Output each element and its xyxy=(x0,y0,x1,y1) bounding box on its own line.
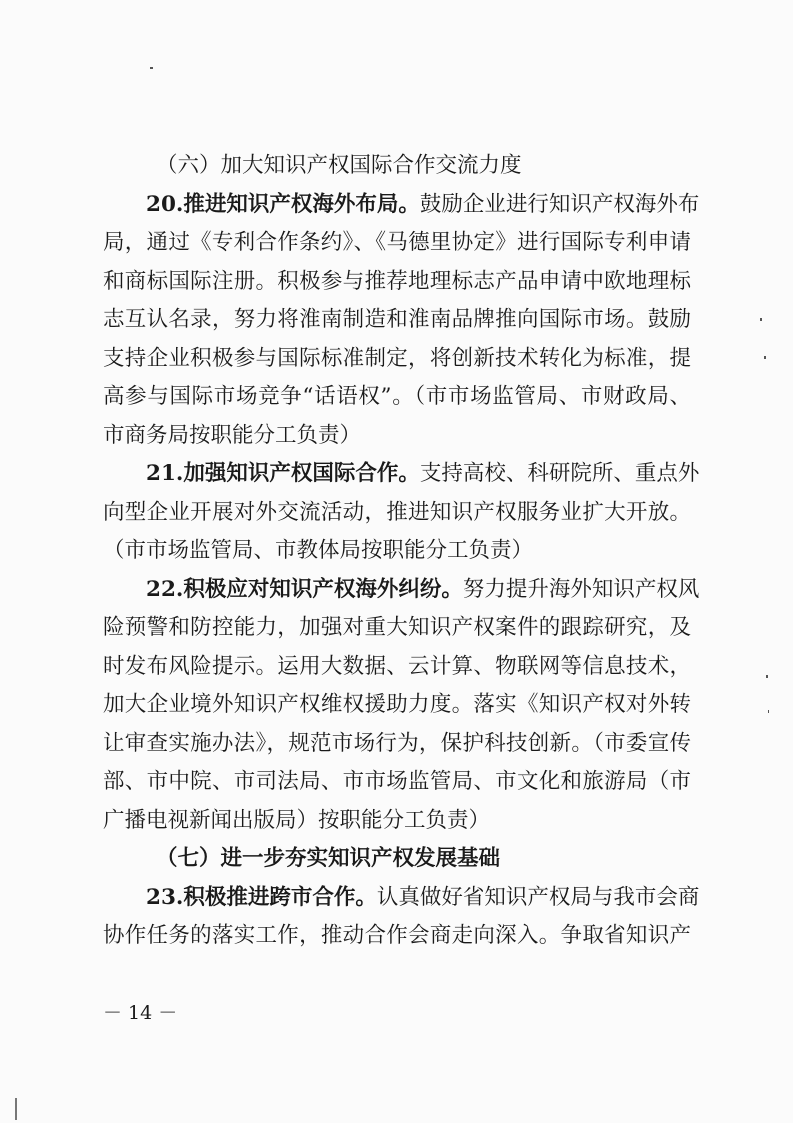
paragraph-line: 部、市中院、市司法局、市市场监管局、市文化和旅游局（市 xyxy=(103,769,691,794)
paragraph-line: 让审查实施办法》，规范市场行为，保护科技创新。（市委宣传 xyxy=(103,730,691,756)
item-21-title: 21.加强知识产权国际合作。 xyxy=(146,461,420,486)
heading-text: （七）进一步夯实知识产权发展基础 xyxy=(156,846,501,871)
item-20-text: 鼓励企业进行知识产权海外布 xyxy=(419,191,700,217)
heading-text: （六）加大知识产权国际合作交流力度 xyxy=(156,153,522,178)
paragraph-line: （市市场监管局、市教体局按职能分工负责） xyxy=(103,538,534,563)
paragraph-line: 支持企业积极参与国际标准制定，将创新技术转化为标准，提 xyxy=(103,345,691,371)
paragraph-line xyxy=(103,455,700,494)
item-22-text: 努力提升海外知识产权风 xyxy=(462,576,700,602)
paragraph-line: 协作任务的落实工作，推动合作会商走向深入。争取省知识产 xyxy=(103,923,691,948)
paragraph-line: 险预警和防控能力，加强对重大知识产权案件的跟踪研究，及 xyxy=(103,615,691,640)
paragraph-line: 市商务局按职能分工负责） xyxy=(103,422,362,448)
scan-speck xyxy=(766,675,768,678)
item-21-text: 支持高校、科研院所、重点外 xyxy=(419,461,700,486)
paragraph-line: 局，通过《专利合作条约》、《马德里协定》进行国际专利申请 xyxy=(103,230,691,255)
paragraph-line xyxy=(103,879,700,918)
scan-speck xyxy=(150,67,153,69)
paragraph-line: 时发布风险提示。运用大数据、云计算、物联网等信息技术， xyxy=(103,653,691,679)
section-heading-6 xyxy=(103,147,691,186)
item-23-title: 23.积极推进跨市合作。 xyxy=(146,884,377,910)
paragraph-line: 加大企业境外知识产权维权援助力度。落实《知识产权对外转 xyxy=(103,692,691,717)
item-20-title: 20.推进知识产权海外布局。 xyxy=(146,191,420,217)
item-23-text: 认真做好省知识产权局与我市会商 xyxy=(376,884,700,910)
section-heading-7 xyxy=(103,840,691,879)
document-body xyxy=(103,147,700,956)
paragraph-line xyxy=(103,186,700,225)
paragraph-line: 向型企业开展对外交流活动，推进知识产权服务业扩大开放。 xyxy=(103,499,691,525)
scan-edge-mark xyxy=(15,1098,17,1120)
paragraph-line: 志互认名录，努力将淮南制造和淮南品牌推向国际市场。鼓励 xyxy=(103,307,691,332)
paragraph-line: 和商标国际注册。积极参与推荐地理标志产品申请中欧地理标 xyxy=(103,268,691,294)
page-number: － 14 － xyxy=(103,1002,178,1024)
paragraph-line: 广播电视新闻出版局）按职能分工负责） xyxy=(103,807,491,833)
scan-speck xyxy=(768,710,769,713)
paragraph-line: 高参与国际市场竞争“话语权”。（市市场监管局、市财政局、 xyxy=(103,384,691,409)
scan-speck xyxy=(760,318,762,321)
item-22-title: 22.积极应对知识产权海外纠纷。 xyxy=(146,576,463,602)
scan-speck xyxy=(764,356,766,359)
paragraph-line xyxy=(103,571,700,610)
